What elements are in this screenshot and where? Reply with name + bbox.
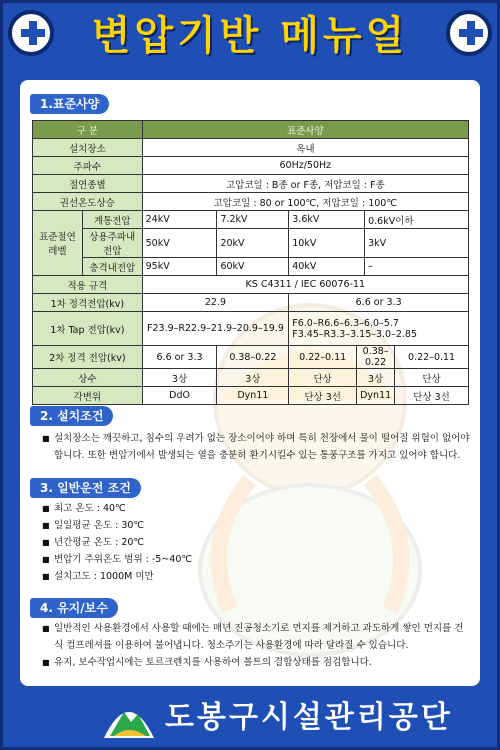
row-label: 상용주파내전압 [82, 229, 142, 258]
header-category: 구 분 [33, 121, 143, 139]
list-item: ■ 일반적인 사용환경에서 사용할 때에는 매년 진공청소기로 먼지를 제거하고 과도하게 쌓인 먼지를 건식 컴프레셔를 이용하여 불어냅니다. 청소주기는 사용환경에 따라 달라질 수 있습니다. [42, 620, 470, 654]
cell: 22.9 [142, 294, 289, 312]
footer [0, 690, 500, 750]
page-title: 변압기반 메뉴얼 [91, 13, 409, 59]
cell: 7.2kV [217, 211, 289, 229]
cell: 3상 [142, 369, 217, 387]
header-standard-spec: 표준사양 [142, 121, 468, 139]
cell: 단상 [395, 369, 469, 387]
cell: 0.22–0.11 [289, 346, 357, 369]
row-label: 상수 [33, 369, 143, 387]
cell: 10kV [289, 229, 365, 258]
section-heading-operation: 3. 일반운전 조건 [30, 478, 141, 498]
cell: 단상 3선 [289, 387, 357, 405]
install-list [42, 430, 470, 464]
row-label: 2차 정격 전압(kv) [33, 346, 143, 369]
list-item: ■ 최고 온도 : 40℃ [42, 500, 470, 517]
mountain-logo-icon [100, 694, 158, 742]
cell: 3kV [365, 229, 469, 258]
cell: 3상 [217, 369, 289, 387]
spec-table [32, 120, 469, 405]
plus-circle-icon [446, 10, 492, 56]
cell: 0.38–0.22 [217, 346, 289, 369]
cell: 3.6kV [289, 211, 365, 229]
row-label: 권선온도상승 [33, 193, 143, 211]
row-value: 고압코일 : 80 or 100℃, 저압코일 : 100℃ [142, 193, 468, 211]
cell: 0.6kV이하 [365, 211, 469, 229]
operation-list [42, 500, 470, 585]
section-heading-maintenance: 4. 유지/보수 [30, 598, 118, 618]
cell: – [365, 258, 469, 276]
cell: 40kV [289, 258, 365, 276]
list-item: ■ 변압기 주위온도 범위 : -5~40℃ [42, 551, 470, 568]
list-item: ■ 유지, 보수작업시에는 토르크렌치를 사용하여 볼트의 결합상태를 점검합니다. [42, 654, 470, 671]
maintenance-list [42, 620, 470, 671]
row-label: 각변위 [33, 387, 143, 405]
cell [289, 312, 469, 346]
cell: 6.6 or 3.3 [289, 294, 469, 312]
list-item: ■ 설치고도 : 1000M 미만 [42, 568, 470, 585]
row-value: 고압코일 : B종 or F종, 저압코일 : F종 [142, 175, 468, 193]
cell: Dyn11 [357, 387, 395, 405]
row-value: 옥내 [142, 139, 468, 157]
cell: 단상 3선 [395, 387, 469, 405]
row-value: 60Hz/50Hz [142, 157, 468, 175]
cell: 24kV [142, 211, 217, 229]
row-label: 충격내전압 [82, 258, 142, 276]
row-label: 절연종별 [33, 175, 143, 193]
section-heading-install: 2. 설치조건 [30, 406, 113, 426]
cell: 95kV [142, 258, 217, 276]
row-label: 계통전압 [82, 211, 142, 229]
organization-name: 도봉구시설관리공단 [165, 700, 453, 735]
list-item: ■ 일일평균 온도 : 30℃ [42, 517, 470, 534]
cell: 단상 [289, 369, 357, 387]
cell: 0.38–0.22 [357, 346, 395, 369]
row-label: 설치장소 [33, 139, 143, 157]
tap-range-line: F6.0–R6.6–6.3–6.0–5.7 [292, 317, 399, 329]
cell: DdO [142, 387, 217, 405]
list-item: ■ 년간평균 온도 : 20℃ [42, 534, 470, 551]
row-label: 1차 정격전압(kv) [33, 294, 143, 312]
cell: 0.22–0.11 [395, 346, 469, 369]
section-heading-standard-spec: 1.표준사양 [30, 94, 109, 114]
row-label: 1차 Tap 전압(kv) [33, 312, 143, 346]
cell: 6.6 or 3.3 [142, 346, 217, 369]
cell: Dyn11 [217, 387, 289, 405]
cell: 50kV [142, 229, 217, 258]
list-item: ■ 설치장소는 깨끗하고, 침수의 우려가 없는 장소이어야 하며 특히 천장에서 물이 떨어질 위험이 없어야 합니다. 또한 변압기에서 발생되는 열을 충분히 환기시킬수 있는 통풍구조를 가지고 있어야 합니다. [42, 430, 470, 464]
content-panel [20, 80, 480, 686]
cell: 20kV [217, 229, 289, 258]
plus-circle-icon [8, 10, 54, 56]
row-label: 주파수 [33, 157, 143, 175]
row-group-label: 표준절연레벨 [33, 211, 83, 276]
cell: F23.9–R22.9–21.9–20.9–19.9 [142, 312, 289, 346]
cell: 3상 [357, 369, 395, 387]
cell: 60kV [217, 258, 289, 276]
row-value: KS C4311 / IEC 60076-11 [142, 276, 468, 294]
row-label: 적용 규격 [33, 276, 143, 294]
tap-range-line: F3.45–R3.3–3.15–3.0–2.85 [292, 328, 418, 340]
